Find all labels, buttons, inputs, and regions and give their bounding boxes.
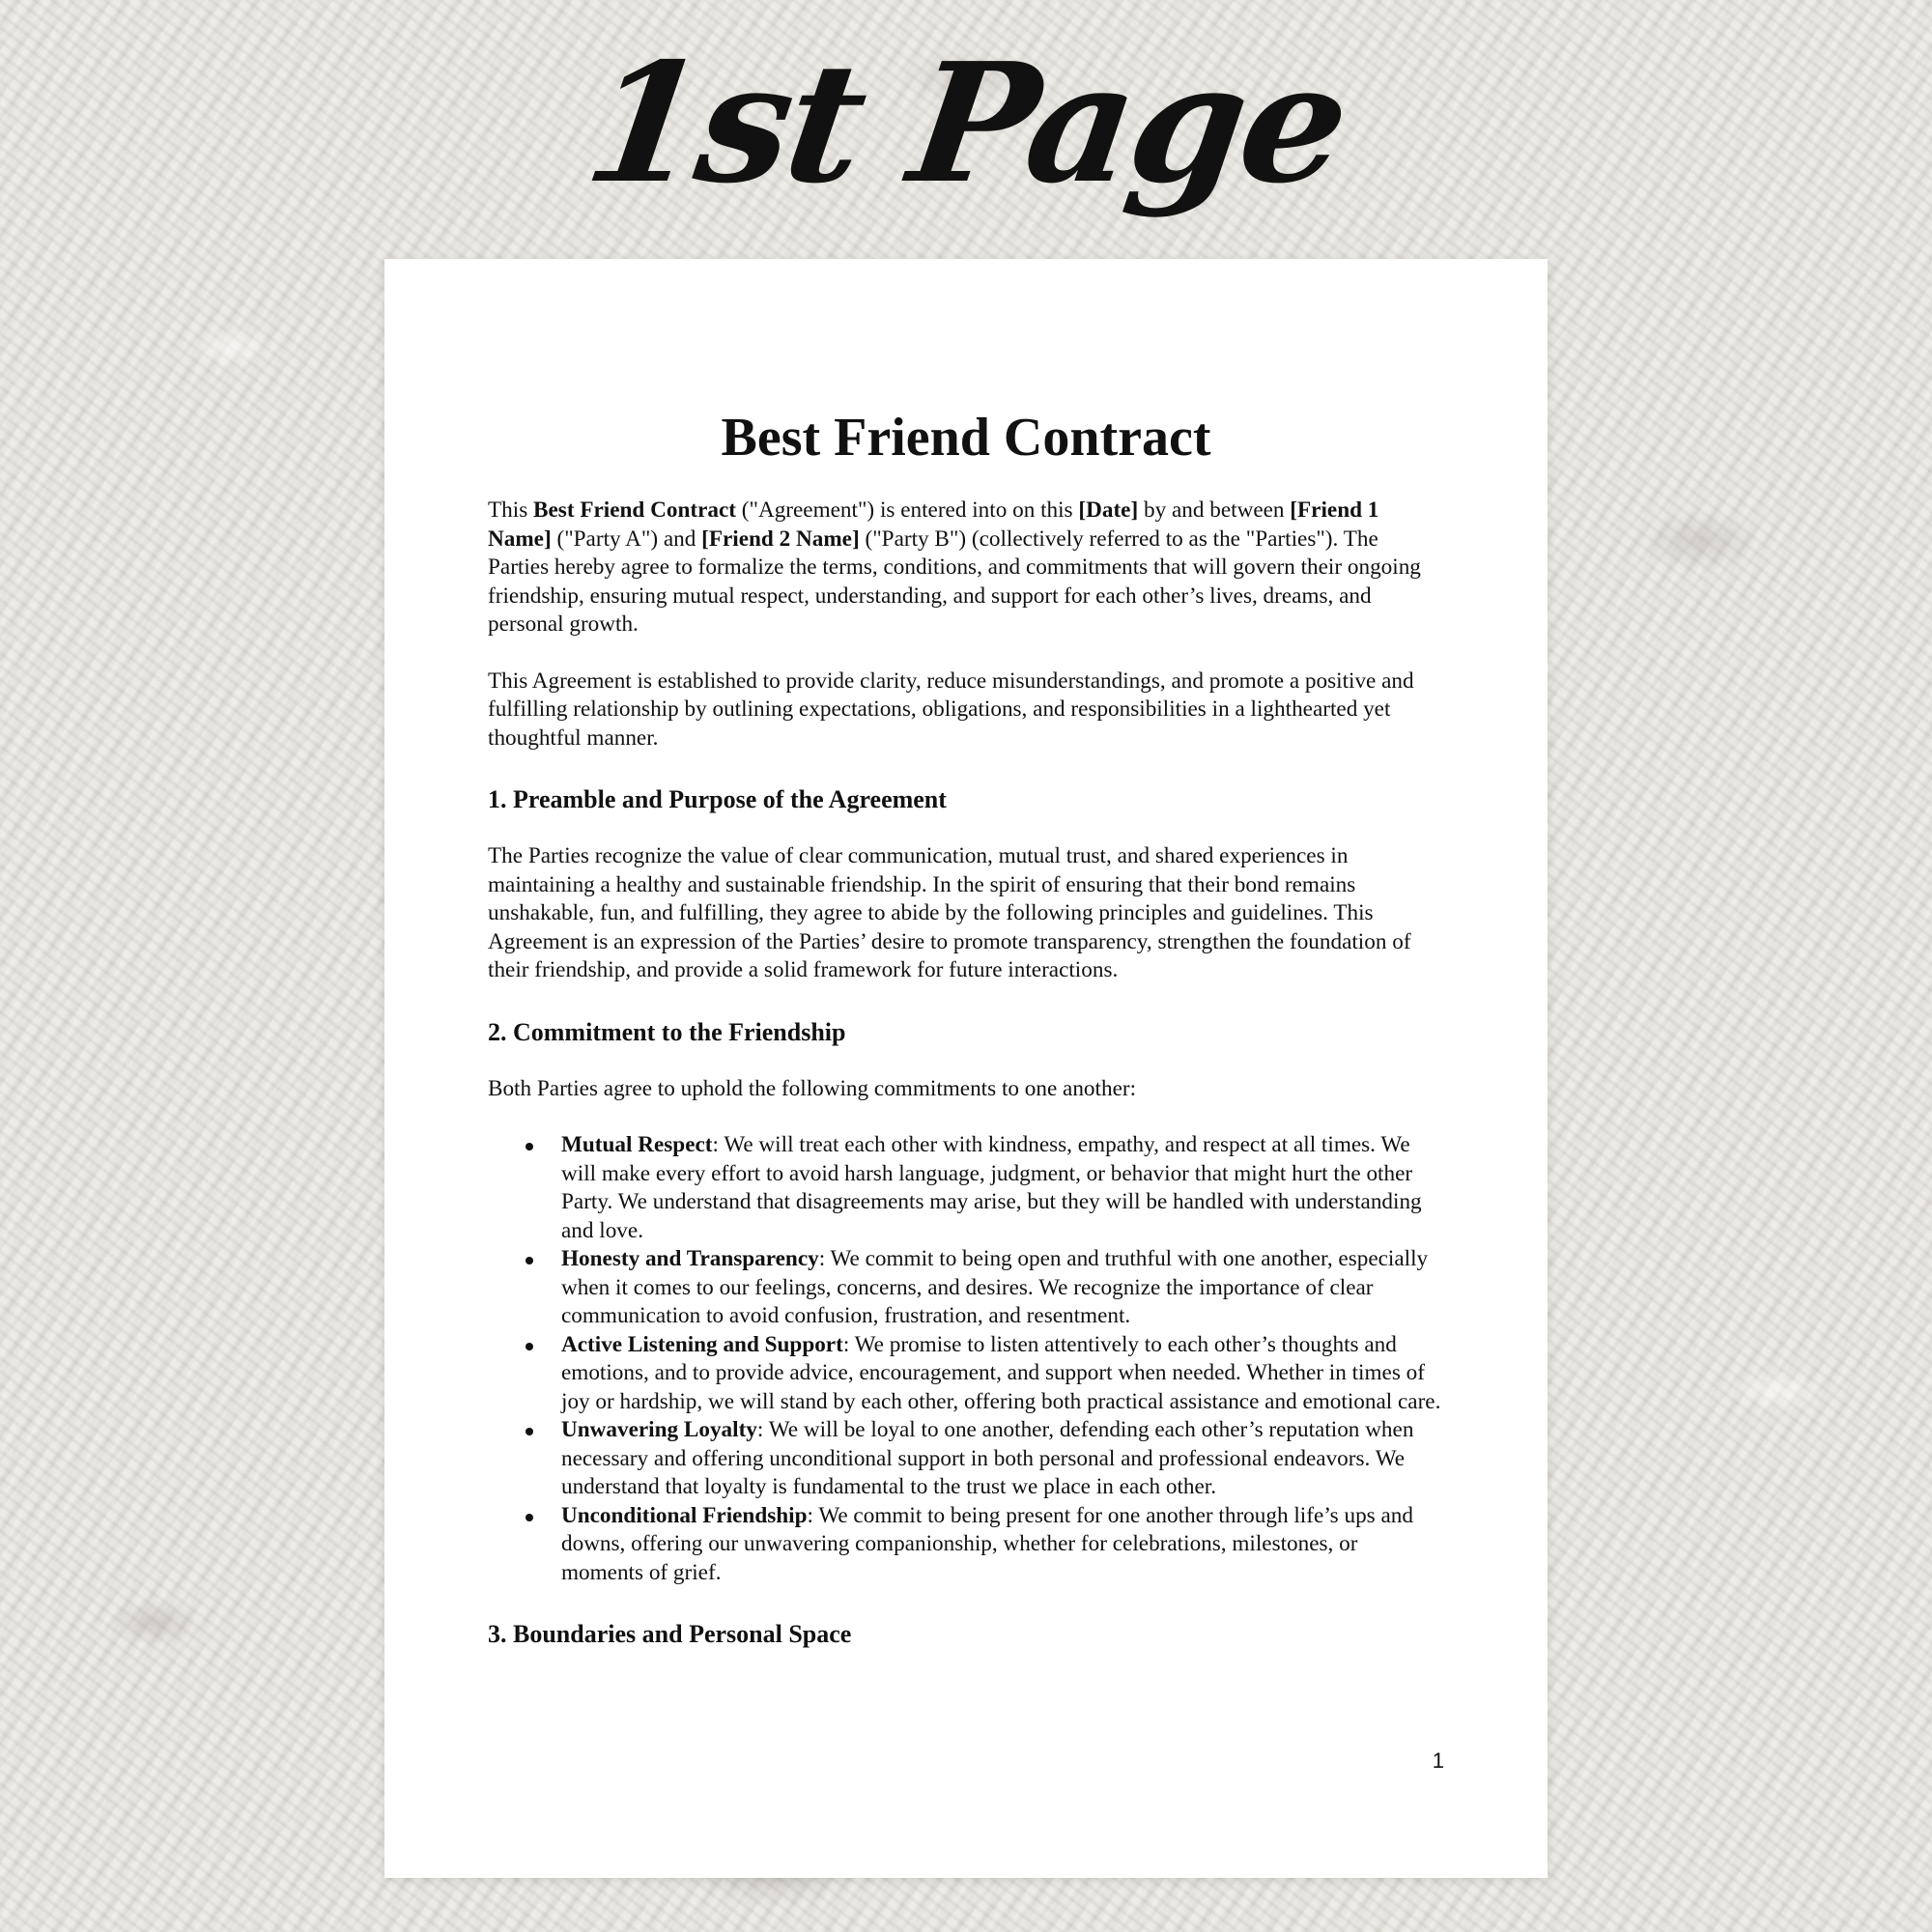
bullet-icon <box>526 1143 533 1151</box>
intro-text-3: by and between <box>1138 497 1291 523</box>
list-item <box>561 1245 1444 1331</box>
list-item-term: Active Listening and Support <box>561 1331 843 1357</box>
intro-paragraph-2: This Agreement is established to provide clarity, reduce misunderstandings, and promote a positive and fulfilling relationship by outlining expectations, obligations, and responsibilities in a lighthearted yet thoughtful manner. <box>488 668 1414 751</box>
intro-bold-date: [Date] <box>1078 497 1139 523</box>
section-2-heading: 2. Commitment to the Friendship <box>488 1017 846 1046</box>
list-item <box>561 1416 1444 1502</box>
list-item <box>561 1331 1444 1417</box>
section-3-heading: 3. Boundaries and Personal Space <box>488 1620 852 1648</box>
document-page <box>384 259 1548 1878</box>
bullet-icon <box>526 1343 533 1350</box>
document-title: Best Friend Contract <box>721 408 1211 468</box>
intro-paragraph <box>488 497 1444 639</box>
bullet-icon <box>526 1428 533 1435</box>
section-1-body: The Parties recognize the value of clear communication, mutual trust, and shared experiences in maintaining a healthy and sustainable friendship. In the spirit of ensuring that their bond remains unshakable, fun, and fulfilling, they agree to abide by the following principles and guidelines. This Agreement is an expression of the Parties’ desire to promote transparency, strengthen the foundation of their friendship, and provide a solid framework for future interactions. <box>488 843 1411 982</box>
commitment-list <box>488 1131 1444 1587</box>
list-item-text: : We commit to being open and truthful with one another, especially when it comes to our feelings, concerns, and desires. We recognize the importance of clear communication to avoid confusion, frustration, and resentment. <box>561 1246 1429 1328</box>
list-item-text: : We will treat each other with kindness, empathy, and respect at all times. We will make every effort to avoid harsh language, judgment, or behavior that might hurt the other Party. We understand that disagreements may arise, but they will be handled with understanding and love. <box>561 1132 1422 1243</box>
section-1-heading: 1. Preamble and Purpose of the Agreement <box>488 785 947 813</box>
list-item-text: : We will be loyal to one another, defending each other’s reputation when necessary and offering unconditional support in both personal and professional endeavors. We understand that loyalty is fundamental to the trust we place in each other. <box>561 1417 1414 1499</box>
list-item <box>561 1131 1444 1245</box>
page-number: 1 <box>1432 1748 1444 1773</box>
list-item-term: Honesty and Transparency <box>561 1246 819 1271</box>
list-item <box>561 1502 1444 1588</box>
intro-text-2: ("Agreement") is entered into on this <box>735 497 1079 523</box>
section-2-lead: Both Parties agree to uphold the following commitments to one another: <box>488 1075 1137 1101</box>
intro-bold-friend1: [Friend 1 Name] <box>488 497 1379 552</box>
bullet-icon <box>526 1514 533 1521</box>
intro-text-5: ("Party B") (collectively referred to as the "Parties"). The Parties hereby agree to formalize the terms, conditions, and commitments that will govern their ongoing friendship, ensuring mutual respect, understanding, and support for each other’s lives, dreams, and personal growth. <box>488 526 1421 637</box>
intro-text-4: ("Party A") and <box>551 526 702 552</box>
page-label-heading: 1st Page <box>575 27 1357 220</box>
list-item-text: : We commit to being present for one another through life’s ups and downs, offering our unwavering companionship, whether for celebrations, milestones, or moments of grief. <box>561 1502 1413 1585</box>
list-item-term: Unconditional Friendship <box>561 1502 808 1528</box>
intro-bold-contract: Best Friend Contract <box>533 497 736 523</box>
bullet-icon <box>526 1257 533 1264</box>
list-item-text: : We promise to listen attentively to each other’s thoughts and emotions, and to provide advice, encouragement, and support when needed. Whether in times of joy or hardship, we will stand by each other, offering both practical assistance and emotional care. <box>561 1331 1441 1414</box>
intro-bold-friend2: [Friend 2 Name] <box>701 526 860 552</box>
list-item-term: Unwavering Loyalty <box>561 1417 757 1442</box>
list-item-term: Mutual Respect <box>561 1132 713 1157</box>
intro-text-1: This <box>488 497 534 523</box>
